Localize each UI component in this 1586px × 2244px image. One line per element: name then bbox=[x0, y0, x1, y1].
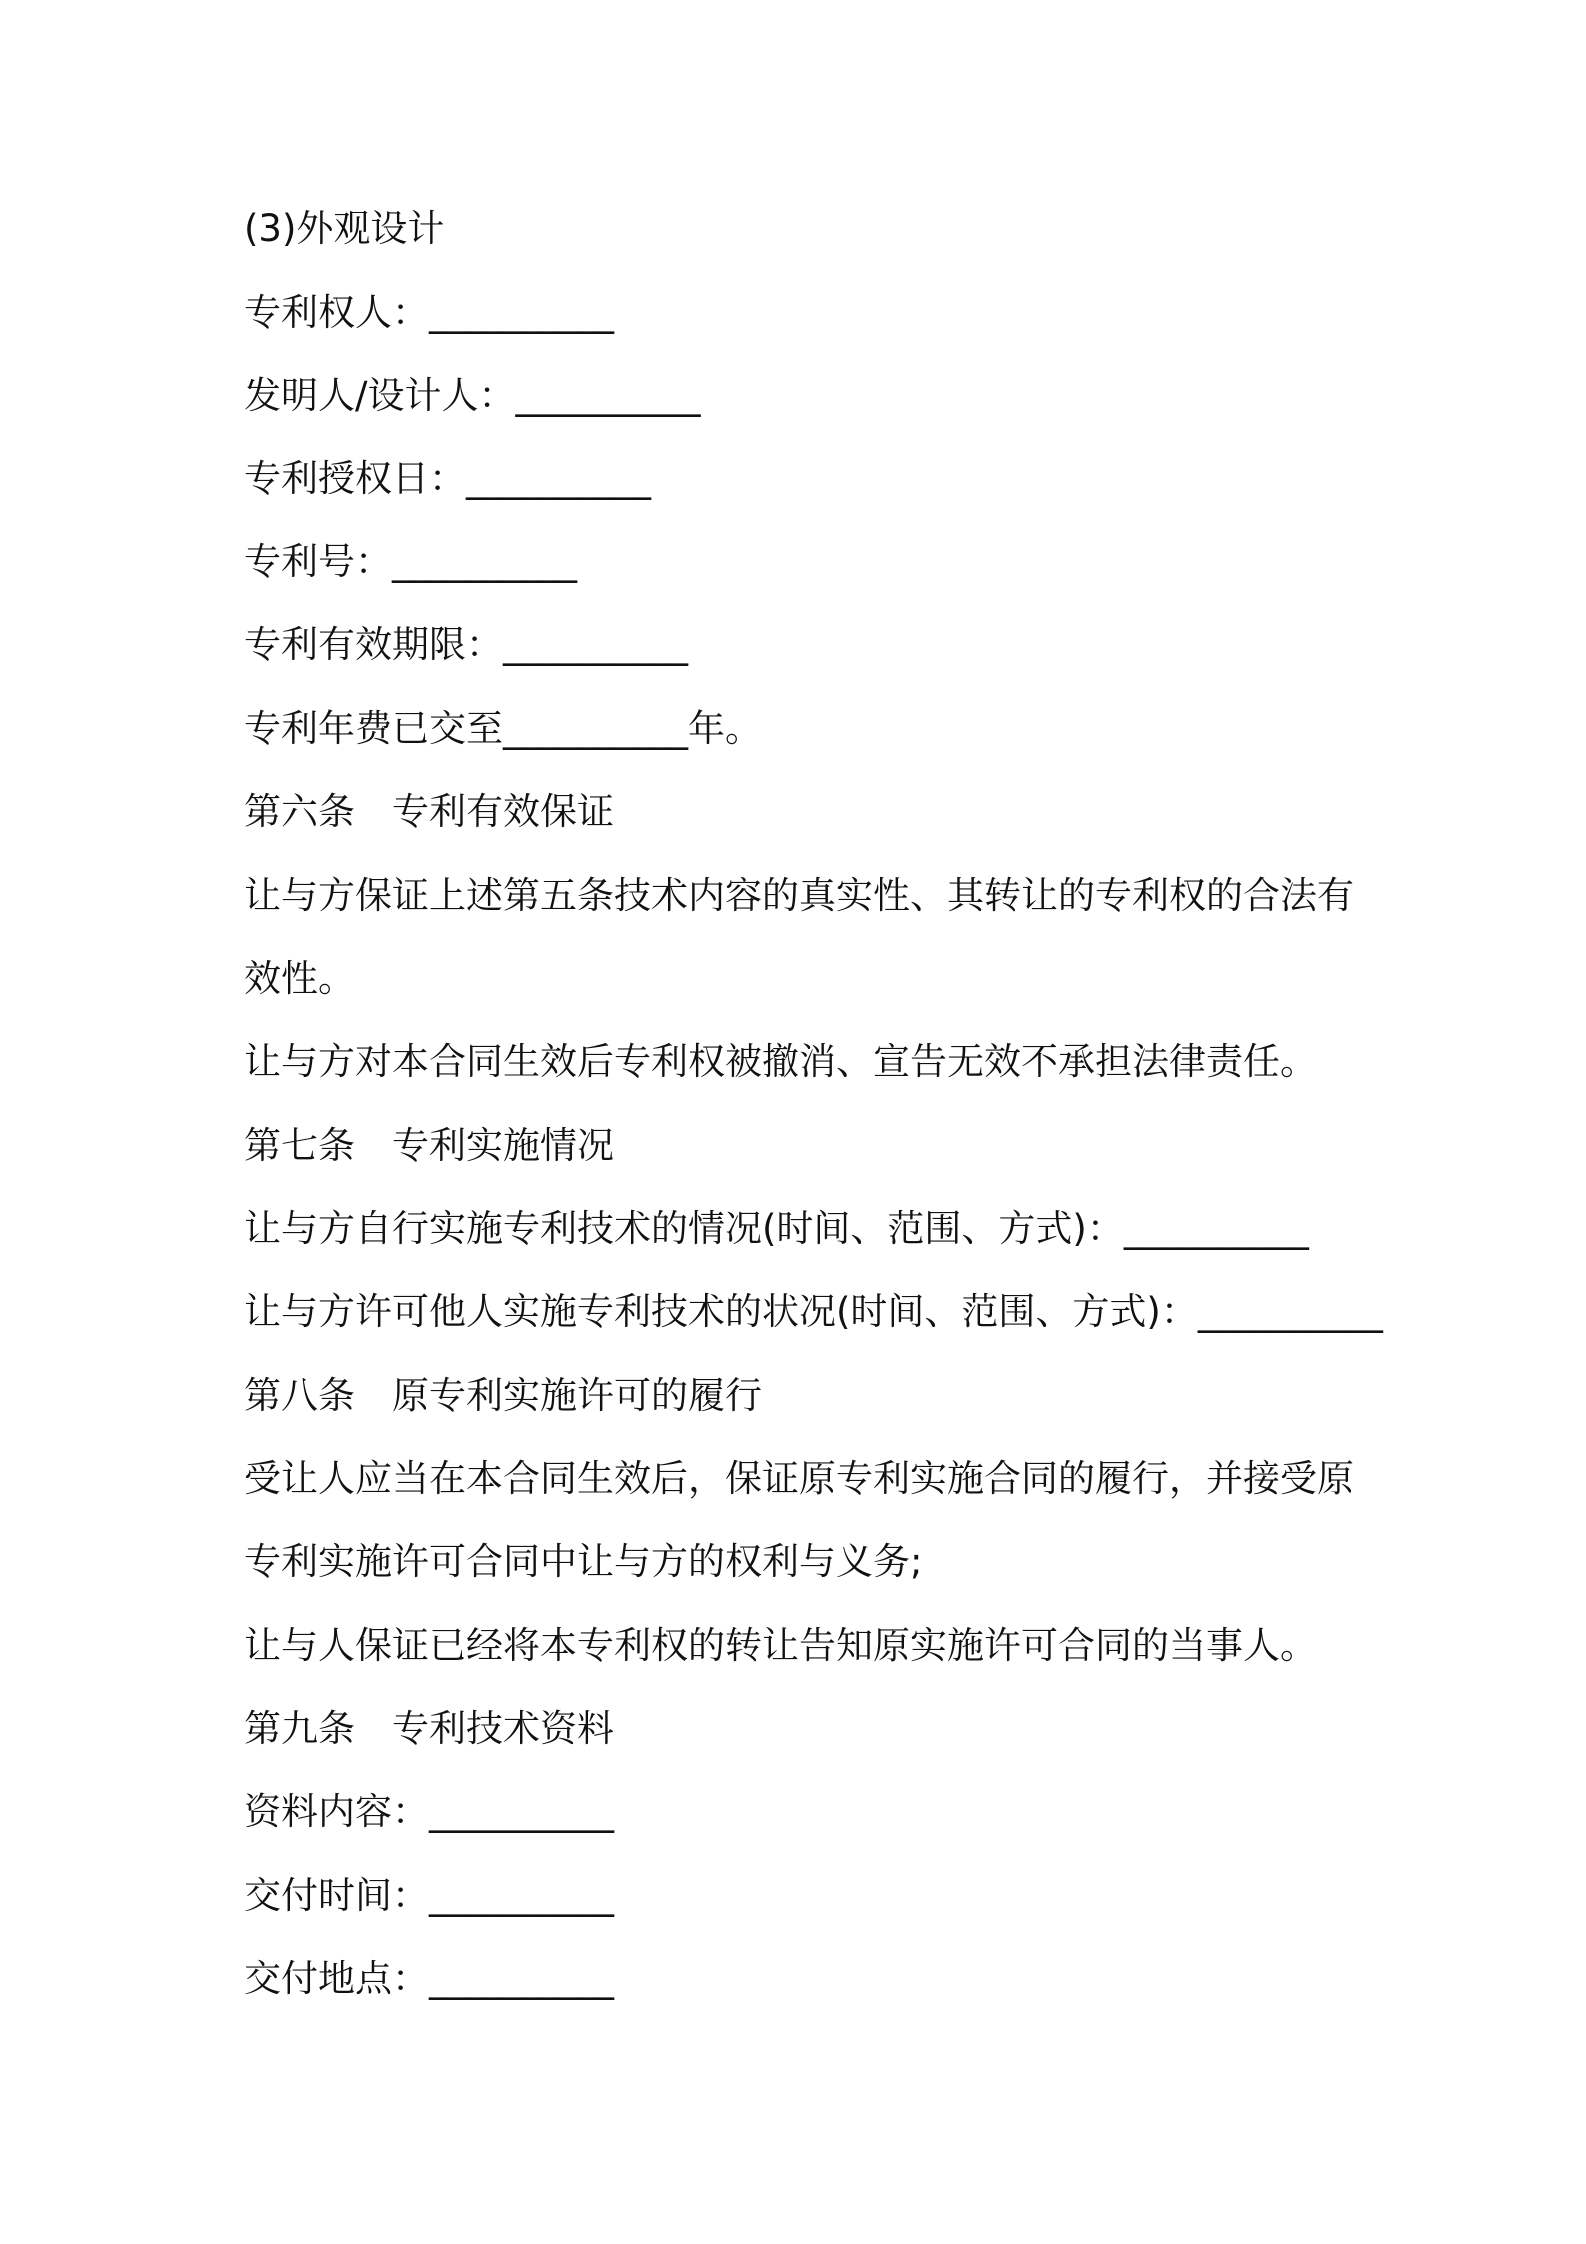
article-8-heading: 第八条 原专利实施许可的履行 bbox=[244, 1374, 762, 1417]
patentee-field: 专利权人：__________ bbox=[244, 291, 614, 334]
article-8-paragraph-2: 让与人保证已经将本专利权的转让告知原实施许可合同的当事人。 bbox=[244, 1624, 1317, 1667]
delivery-time-field: 交付时间：__________ bbox=[244, 1874, 614, 1917]
validity-period-field: 专利有效期限：__________ bbox=[244, 623, 688, 666]
materials-content-field: 资料内容：__________ bbox=[244, 1790, 614, 1833]
licensed-implementation-field: 让与方许可他人实施专利技术的状况(时间、范围、方式)：__________ bbox=[244, 1290, 1383, 1333]
annual-fee-field: 专利年费已交至__________年。 bbox=[244, 707, 762, 750]
design-type-line: (3)外观设计 bbox=[244, 207, 445, 250]
patent-number-field: 专利号：__________ bbox=[244, 540, 577, 583]
article-6-paragraph-1a: 让与方保证上述第五条技术内容的真实性、其转让的专利权的合法有 bbox=[244, 874, 1354, 917]
article-6-paragraph-2: 让与方对本合同生效后专利权被撤消、宣告无效不承担法律责任。 bbox=[244, 1040, 1317, 1083]
self-implementation-field: 让与方自行实施专利技术的情况(时间、范围、方式)：__________ bbox=[244, 1207, 1309, 1250]
article-8-paragraph-1a: 受让人应当在本合同生效后，保证原专利实施合同的履行，并接受原 bbox=[244, 1457, 1354, 1500]
article-8-paragraph-1b: 专利实施许可合同中让与方的权利与义务; bbox=[244, 1540, 923, 1583]
delivery-location-field: 交付地点：__________ bbox=[244, 1957, 614, 2000]
article-7-heading: 第七条 专利实施情况 bbox=[244, 1124, 614, 1167]
inventor-designer-field: 发明人/设计人：__________ bbox=[244, 374, 701, 417]
article-9-heading: 第九条 专利技术资料 bbox=[244, 1707, 614, 1750]
grant-date-field: 专利授权日：__________ bbox=[244, 457, 651, 500]
article-6-heading: 第六条 专利有效保证 bbox=[244, 790, 614, 833]
article-6-paragraph-1b: 效性。 bbox=[244, 957, 355, 1000]
